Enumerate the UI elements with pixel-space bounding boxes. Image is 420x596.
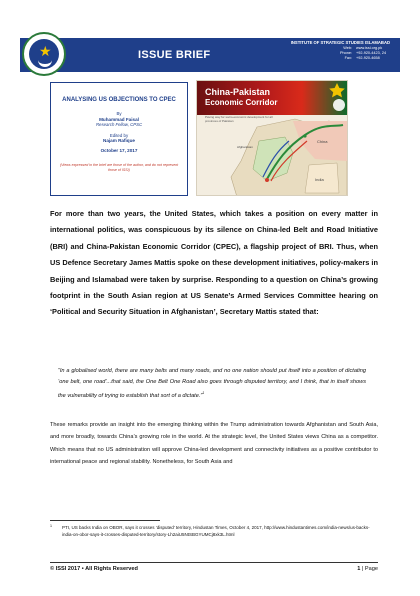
- contact-row-web: Web: www.issi.org.pk: [291, 46, 390, 51]
- institute-contact-block: [291, 40, 390, 62]
- contact-row-fax: Fax: +92-920-4658: [344, 56, 380, 61]
- web-link[interactable]: www.issi.org.pk: [356, 46, 383, 50]
- disclaimer: (Views expressed in the brief are those of the author, and do not represent those of ISSI): [59, 163, 179, 172]
- mattis-quote: “In a globalised world, there are many belts and many roads, and no one nation should put itself into a position of dictating ‘one belt, one road’...that said, the One Belt One Road also goes through disputed territory, and I think, that in itself shows the vulnerability of trying to establish that sort of a dictate.”$^1$: [58, 368, 366, 400]
- header-band: [20, 38, 400, 72]
- map-label-china: China: [317, 139, 328, 144]
- footer-divider: [50, 562, 378, 563]
- issue-brief-label: ISSUE BRIEF: [138, 49, 211, 61]
- by-label: By: [116, 111, 122, 116]
- copyright-notice: © ISSI 2017 • All Rights Reserved: [50, 566, 138, 572]
- intro-paragraph: For more than two years, the United States, which takes a position on every matter in international politics, was conspicuous by its silence on China-led Belt and Road Initiative (BRI) and China-Pakistan Economic Corridor (CPEC), a flagship project of BRI. Thus, when US Defence Secretary James Mattis spoke on these development initiatives, policy-makers in Beijing and Islamabad were taken by surprise. Responding to a question on China’s growing footprint in the South Asian region at US Senate’s Armed Services Committee hearing on ‘Political and Security Situation in Afghanistan’, Secretary Mattis stated that:: [50, 209, 378, 317]
- cover-title-line2: Economic Corridor: [205, 98, 278, 107]
- footnote: [50, 524, 376, 538]
- crescent-icon: [38, 54, 52, 67]
- analysis-paragraph: These remarks provide an insight into the emerging thinking within the Trump administration towards Afghanistan and South Asia, and more broadly, towards China’s growing role in the world. At the strategic level, the United States views China as a competitor. Which means that no US administration will approve China-led development and connectivity initiatives as a positive contributor to international peace and regional stability. Nonetheless, for South Asia and: [50, 422, 378, 466]
- footnote-divider: [50, 520, 160, 521]
- publication-date: October 17, 2017: [100, 148, 138, 153]
- map-label-india: India: [315, 177, 324, 182]
- author-name: Muhammad Faisal: [99, 117, 139, 122]
- cpec-cover-image: [196, 80, 348, 196]
- title-box: [50, 82, 188, 196]
- map-label-afghanistan: Afghanistan: [237, 145, 253, 149]
- page-word: Page: [364, 566, 378, 572]
- footnote-text: PTI, US backs India on OBOR, says it crosses ‘disputed’ territory, Hindustan Times, October 4, 2017, http://www.hindustantimes.com/india-news/us-backs-india-on-obor-says-it-crosses-disputed-territory/story-Lh2aiU5NtSBGYUMCj8xk3L.html: [62, 525, 370, 537]
- author-role: Research Fellow, CPSC: [95, 122, 143, 127]
- cover-subtitle: Paving way for socio-economic development for all provinces of Pakistan: [205, 115, 273, 123]
- page-number: 1: [357, 566, 361, 572]
- page-indicator: 1 | Page: [357, 566, 378, 572]
- institute-name: INSTITUTE OF STRATEGIC STUDIES ISLAMABAD: [290, 40, 390, 45]
- edited-by-label: Edited by: [109, 133, 129, 138]
- star-icon: ★: [39, 44, 52, 60]
- contact-row-phone: Phone: +92-920-4423, 24: [339, 51, 387, 56]
- footnote-number: 1: [50, 524, 52, 528]
- brief-title: ANALYSING US OBJECTIONS TO CPEC: [62, 97, 176, 103]
- cover-title-line1: China-Pakistan: [205, 87, 271, 97]
- footnote-ref[interactable]: 1: [202, 391, 205, 396]
- logo-emblem: [29, 39, 59, 69]
- editor-name: Najam Rafique: [103, 138, 135, 143]
- issi-logo: [22, 32, 66, 76]
